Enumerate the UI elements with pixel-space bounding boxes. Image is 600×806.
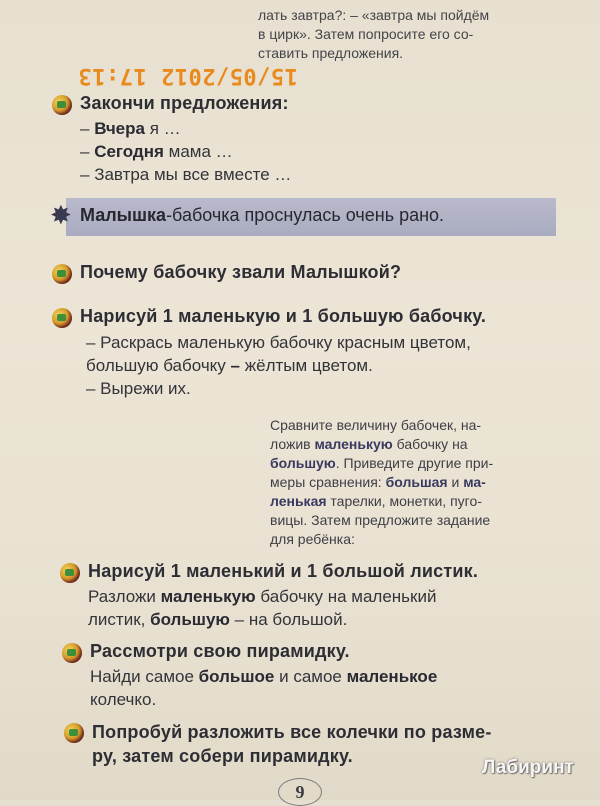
text-span: я …: [144, 119, 181, 138]
bold-word: –: [230, 356, 241, 375]
task-heading: Закончи предложения:: [80, 93, 289, 113]
text-span: и самое: [274, 667, 347, 686]
task-icon: [60, 563, 80, 583]
task-icon: [62, 643, 82, 663]
text-span: большую бабочку: [86, 356, 231, 375]
labirint-logo: Лабиринт: [482, 757, 574, 778]
bold-word: ма-: [463, 474, 486, 490]
bold-word: маленькое: [346, 667, 438, 686]
text-span: . Приведите другие при-: [335, 455, 494, 471]
heading-line: ру, затем собери пирамидку.: [92, 746, 353, 766]
text-span: бабочку на: [392, 436, 468, 452]
bold-word: большую: [150, 610, 230, 629]
note-top-line: лать завтра?: – «завтра мы пойдём: [258, 7, 490, 23]
bold-word: маленькую: [160, 587, 256, 606]
bold-word: Малышка: [80, 205, 167, 225]
note-top-line: ставить предложения.: [258, 45, 404, 61]
bold-word: маленькую: [314, 436, 393, 452]
note-line: для ребёнка:: [270, 531, 355, 547]
text-line: – Вырежи их.: [86, 379, 191, 398]
task-heading: Нарисуй 1 маленький и 1 большой листик.: [88, 561, 479, 581]
text-span: бабочку на маленький: [255, 587, 437, 606]
task-heading: Почему бабочку звали Малышкой?: [80, 262, 402, 282]
text-span: Найди самое: [90, 667, 199, 686]
text-span: Завтра мы все вместе …: [94, 165, 292, 184]
text-span: меры сравнения:: [270, 474, 386, 490]
bold-word: большую: [270, 455, 336, 471]
text-span: -бабочка проснулась очень рано.: [166, 205, 445, 225]
page-number: 9: [278, 778, 322, 806]
text-line: – Раскрась маленькую бабочку красным цветом,: [86, 333, 471, 352]
date-stamp: 15/05/2012 17:13: [78, 63, 298, 88]
task-icon: [52, 95, 72, 115]
text-span: жёлтым цветом.: [240, 356, 373, 375]
text-span: мама …: [163, 142, 233, 161]
text-span: листик,: [88, 610, 151, 629]
bold-word: большое: [198, 667, 275, 686]
bold-word: большая: [385, 474, 448, 490]
note-top-line: в цирк». Затем попросите его со-: [258, 26, 474, 42]
task-text: [90, 665, 560, 711]
task-text: [88, 585, 558, 631]
heading-line: Попробуй разложить все колечки по разме-: [92, 722, 492, 742]
bold-word: Сегодня: [94, 142, 164, 161]
task-heading: Рассмотри свою пирамидку.: [90, 641, 350, 661]
task-text: – Вчера я … – Сегодня мама … – Завтра мы все вместе …: [80, 119, 292, 184]
story-sentence: [80, 205, 444, 226]
task-heading: Нарисуй 1 маленькую и 1 большую бабочку.: [80, 306, 487, 326]
task-text: [86, 331, 566, 400]
star-icon: ✸: [50, 200, 72, 230]
task-icon: [52, 264, 72, 284]
text-span: тарелки, монетки, пуго-: [326, 493, 482, 509]
task-icon: [64, 723, 84, 743]
text-span: Разложи: [88, 587, 161, 606]
note-line: Сравните величину бабочек, на-: [270, 417, 482, 433]
bold-word: ленькая: [270, 493, 327, 509]
task-icon: [52, 308, 72, 328]
note-line: вицы. Затем предложите задание: [270, 512, 491, 528]
parent-note-top: [258, 6, 558, 63]
bold-word: Вчера: [94, 119, 145, 138]
text-span: и: [447, 474, 464, 490]
parent-note-middle: [270, 416, 562, 549]
text-span: ложив: [270, 436, 315, 452]
text-line: колечко.: [90, 690, 157, 709]
text-span: – на большой.: [229, 610, 348, 629]
